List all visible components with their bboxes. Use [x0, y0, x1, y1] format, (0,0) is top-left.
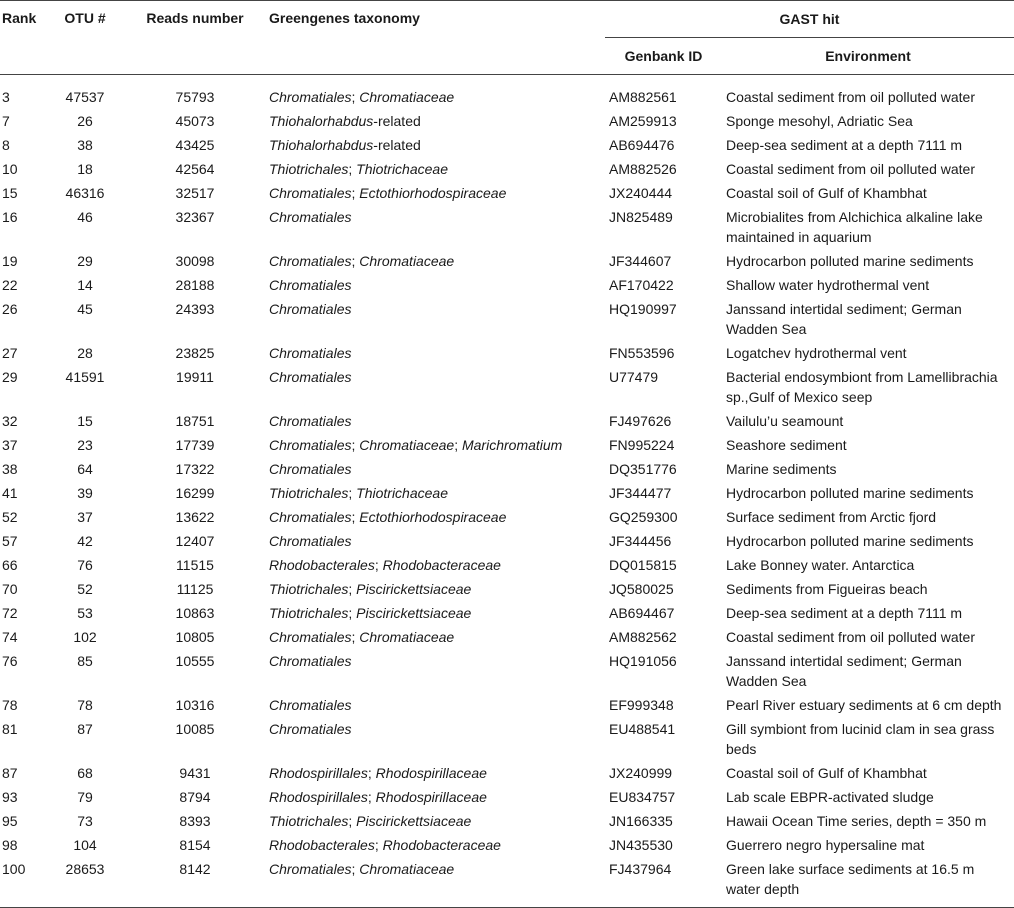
cell-genbank-id: JF344477 — [609, 485, 672, 501]
table-row — [0, 297, 1014, 341]
cell-taxonomy — [265, 181, 605, 205]
taxonomy-segment: Chromatiales — [269, 533, 352, 549]
taxonomy-segment: Chromatiales — [269, 253, 352, 269]
cell-rank: 27 — [2, 345, 18, 361]
taxonomy-segment: Chromatiaceae — [359, 437, 455, 453]
cell-genbank-id: HQ190997 — [609, 301, 677, 317]
cell-rank: 16 — [2, 209, 18, 225]
cell-environment: Shallow water hydrothermal vent — [726, 277, 930, 293]
cell-otu: 14 — [77, 277, 93, 293]
cell-otu: 76 — [77, 557, 93, 573]
taxonomy-segment: Chromatiaceae — [359, 861, 455, 877]
table-row — [0, 481, 1014, 505]
cell-rank: 81 — [2, 721, 18, 737]
cell-environment: Seashore sediment — [726, 437, 847, 453]
cell-reads: 10805 — [175, 629, 215, 645]
cell-rank: 76 — [2, 653, 18, 669]
cell-reads: 23825 — [175, 345, 215, 361]
cell-otu: 26 — [77, 113, 93, 129]
taxonomy-segment: Thiotrichales — [269, 605, 349, 621]
cell-genbank-id: JQ580025 — [609, 581, 674, 597]
cell-taxonomy — [265, 505, 605, 529]
cell-environment: Bacterial endosymbiont from Lamellibrachia sp.,Gulf of Mexico seep — [726, 369, 998, 405]
cell-taxonomy — [265, 409, 605, 433]
cell-environment: Deep-sea sediment at a depth 7111 m — [726, 137, 963, 153]
cell-rank: 41 — [2, 485, 18, 501]
table-row — [0, 717, 1014, 761]
taxonomy-segment: ; — [348, 161, 357, 177]
cell-otu: 68 — [77, 765, 93, 781]
taxonomy-segment: Rhodobacteraceae — [382, 557, 501, 573]
taxonomy-segment: Ectothiorhodospiraceae — [359, 185, 507, 201]
cell-rank: 95 — [2, 813, 18, 829]
cell-environment: Coastal soil of Gulf of Khambhat — [726, 185, 927, 201]
cell-reads: 11125 — [176, 581, 214, 597]
header-rank: Rank — [2, 10, 37, 26]
cell-taxonomy — [265, 341, 605, 365]
taxonomy-segment: Rhodobacterales — [269, 837, 375, 853]
cell-rank: 74 — [2, 629, 18, 645]
cell-environment: Guerrero negro hypersaline mat — [726, 837, 925, 853]
cell-otu: 53 — [77, 605, 93, 621]
cell-reads: 10316 — [175, 697, 215, 713]
table-row — [0, 341, 1014, 365]
cell-genbank-id: JF344607 — [609, 253, 672, 269]
cell-taxonomy — [265, 577, 605, 601]
cell-otu: 85 — [77, 653, 93, 669]
cell-genbank-id: DQ015815 — [609, 557, 677, 573]
cell-taxonomy — [265, 833, 605, 857]
table-row — [0, 809, 1014, 833]
cell-environment: Hydrocarbon polluted marine sediments — [726, 485, 974, 501]
cell-genbank-id: AM882526 — [609, 161, 677, 177]
cell-reads: 8393 — [179, 813, 211, 829]
taxonomy-segment: Rhodobacterales — [269, 557, 375, 573]
taxonomy-segment: ; — [351, 629, 360, 645]
cell-rank: 57 — [2, 533, 18, 549]
table-row — [0, 577, 1014, 601]
cell-genbank-id: EF999348 — [609, 697, 674, 713]
cell-genbank-id: AM882561 — [609, 89, 677, 105]
taxonomy-segment: Ectothiorhodospiraceae — [359, 509, 507, 525]
cell-otu: 52 — [77, 581, 93, 597]
cell-otu: 104 — [73, 837, 97, 853]
cell-reads: 28188 — [175, 277, 215, 293]
table-body — [0, 75, 1014, 902]
cell-genbank-id: JN825489 — [609, 209, 673, 225]
cell-reads: 43425 — [175, 137, 215, 153]
cell-reads: 11515 — [176, 557, 214, 573]
cell-otu: 79 — [77, 789, 93, 805]
cell-environment: Microbialites from Alchichica alkaline lake maintained in aquarium — [726, 209, 983, 245]
cell-otu: 102 — [73, 629, 97, 645]
cell-reads: 32517 — [175, 185, 215, 201]
cell-genbank-id: AF170422 — [609, 277, 674, 293]
cell-rank: 26 — [2, 301, 18, 317]
cell-reads: 42564 — [175, 161, 215, 177]
cell-genbank-id: GQ259300 — [609, 509, 678, 525]
cell-otu: 39 — [77, 485, 93, 501]
table-row — [0, 85, 1014, 109]
taxonomy-segment: Thiohalorhabdus — [269, 137, 374, 153]
cell-environment: Pearl River estuary sediments at 6 cm depth — [726, 697, 1002, 713]
taxonomy-segment: Chromatiales — [269, 345, 352, 361]
cell-environment: Logatchev hydrothermal vent — [726, 345, 907, 361]
table-row — [0, 857, 1014, 901]
taxonomy-segment: Rhodospirillaceae — [375, 765, 487, 781]
cell-genbank-id: DQ351776 — [609, 461, 677, 477]
taxonomy-segment: Rhodospirillales — [269, 765, 368, 781]
taxonomy-segment: Chromatiales — [269, 369, 352, 385]
cell-otu: 28653 — [65, 861, 105, 877]
cell-taxonomy — [265, 553, 605, 577]
taxonomy-segment: Marichromatium — [461, 437, 563, 453]
cell-taxonomy — [265, 365, 605, 409]
taxonomy-segment: Chromatiales — [269, 185, 352, 201]
taxonomy-segment: ; — [351, 509, 360, 525]
taxonomy-segment: Thiotrichales — [269, 581, 349, 597]
taxonomy-segment: Chromatiales — [269, 629, 352, 645]
cell-reads: 8154 — [179, 837, 211, 853]
table-row — [0, 457, 1014, 481]
cell-environment: Janssand intertidal sediment; German Wadden Sea — [726, 653, 962, 689]
table-row — [0, 529, 1014, 553]
taxonomy-segment: ; — [351, 89, 360, 105]
cell-taxonomy — [265, 649, 605, 693]
table-row — [0, 409, 1014, 433]
header-otu: OTU # — [64, 10, 106, 26]
cell-taxonomy — [265, 601, 605, 625]
table-row — [0, 785, 1014, 809]
header-environment: Environment — [722, 38, 1014, 75]
taxonomy-segment: Thiotrichales — [269, 161, 349, 177]
table-row — [0, 505, 1014, 529]
cell-rank: 3 — [2, 89, 10, 105]
taxonomy-segment: Chromatiales — [269, 461, 352, 477]
taxonomy-segment: Chromatiales — [269, 277, 352, 293]
taxonomy-segment: Rhodobacteraceae — [382, 837, 501, 853]
cell-reads: 8142 — [179, 861, 211, 877]
cell-taxonomy — [265, 481, 605, 505]
cell-genbank-id: JX240444 — [609, 185, 673, 201]
taxonomy-segment: Chromatiales — [269, 89, 352, 105]
taxonomy-segment: -related — [373, 113, 421, 129]
taxonomy-segment: ; — [351, 861, 360, 877]
cell-taxonomy — [265, 809, 605, 833]
cell-rank: 87 — [2, 765, 18, 781]
table-row — [0, 601, 1014, 625]
cell-taxonomy — [265, 693, 605, 717]
cell-environment: Janssand intertidal sediment; German Wadden Sea — [726, 301, 962, 337]
table-row — [0, 761, 1014, 785]
table-row — [0, 181, 1014, 205]
cell-otu: 28 — [77, 345, 93, 361]
cell-otu: 64 — [77, 461, 93, 477]
table-row — [0, 553, 1014, 577]
taxonomy-segment: Chromatiales — [269, 697, 352, 713]
cell-rank: 98 — [2, 837, 18, 853]
cell-rank: 37 — [2, 437, 18, 453]
cell-environment: Marine sediments — [726, 461, 837, 477]
cell-rank: 66 — [2, 557, 18, 573]
cell-taxonomy — [265, 457, 605, 481]
cell-taxonomy — [265, 761, 605, 785]
table-row — [0, 365, 1014, 409]
cell-genbank-id: AM882562 — [609, 629, 677, 645]
taxonomy-segment: Chromatiaceae — [359, 629, 455, 645]
cell-otu: 47537 — [65, 89, 105, 105]
taxonomy-segment: Thiohalorhabdus — [269, 113, 374, 129]
table-row — [0, 109, 1014, 133]
cell-rank: 15 — [2, 185, 18, 201]
table-row — [0, 249, 1014, 273]
taxonomy-segment: ; — [374, 557, 383, 573]
cell-reads: 12407 — [175, 533, 215, 549]
cell-rank: 100 — [2, 861, 26, 877]
taxonomy-segment: Chromatiales — [269, 861, 352, 877]
cell-rank: 22 — [2, 277, 18, 293]
taxonomy-segment: ; — [348, 605, 357, 621]
cell-reads: 9431 — [179, 765, 211, 781]
cell-environment: Coastal soil of Gulf of Khambhat — [726, 765, 927, 781]
cell-taxonomy — [265, 109, 605, 133]
cell-genbank-id: FN995224 — [609, 437, 675, 453]
table-row — [0, 433, 1014, 457]
cell-reads: 32367 — [175, 209, 215, 225]
cell-otu: 38 — [77, 137, 93, 153]
taxonomy-segment: ; — [351, 253, 360, 269]
cell-taxonomy — [265, 157, 605, 181]
cell-genbank-id: U77479 — [609, 369, 659, 385]
taxonomy-segment: ; — [374, 837, 383, 853]
cell-environment: Surface sediment from Arctic fjord — [726, 509, 937, 525]
cell-rank: 10 — [2, 161, 18, 177]
cell-rank: 78 — [2, 697, 18, 713]
cell-genbank-id: JF344456 — [609, 533, 672, 549]
table-row — [0, 157, 1014, 181]
cell-genbank-id: AB694476 — [609, 137, 675, 153]
cell-otu: 45 — [77, 301, 93, 317]
cell-taxonomy — [265, 529, 605, 553]
cell-taxonomy — [265, 273, 605, 297]
cell-otu: 15 — [77, 413, 93, 429]
cell-environment: Vailulu’u seamount — [726, 413, 844, 429]
taxonomy-segment: Chromatiales — [269, 509, 352, 525]
cell-genbank-id: AB694467 — [609, 605, 675, 621]
header-genbank-id: Genbank ID — [605, 38, 722, 75]
taxonomy-segment: ; — [351, 437, 360, 453]
taxonomy-segment: ; — [367, 765, 376, 781]
taxonomy-segment: Thiotrichaceae — [356, 485, 448, 501]
cell-environment: Sponge mesohyl, Adriatic Sea — [726, 113, 913, 129]
cell-reads: 13622 — [175, 509, 215, 525]
cell-otu: 46316 — [65, 185, 105, 201]
cell-otu: 23 — [77, 437, 93, 453]
cell-genbank-id: EU834757 — [609, 789, 676, 805]
cell-environment: Coastal sediment from oil polluted water — [726, 161, 976, 177]
header-gast-hit: GAST hit — [779, 11, 840, 27]
cell-genbank-id: FJ497626 — [609, 413, 672, 429]
cell-otu: 87 — [77, 721, 93, 737]
taxonomy-segment: Chromatiales — [269, 301, 352, 317]
cell-genbank-id: AM259913 — [609, 113, 677, 129]
cell-taxonomy — [265, 857, 605, 901]
cell-taxonomy — [265, 249, 605, 273]
cell-reads: 24393 — [175, 301, 215, 317]
cell-rank: 32 — [2, 413, 18, 429]
cell-genbank-id: FJ437964 — [609, 861, 672, 877]
cell-rank: 72 — [2, 605, 18, 621]
cell-taxonomy — [265, 433, 605, 457]
table-row — [0, 205, 1014, 249]
taxonomy-segment: ; — [348, 485, 357, 501]
cell-taxonomy — [265, 717, 605, 761]
cell-rank: 19 — [2, 253, 18, 269]
taxonomy-segment: ; — [367, 789, 376, 805]
taxonomy-segment: Thiotrichales — [269, 813, 349, 829]
cell-rank: 8 — [2, 137, 10, 153]
header-reads: Reads number — [146, 10, 244, 26]
taxonomy-segment: Thiotrichales — [269, 485, 349, 501]
cell-rank: 52 — [2, 509, 18, 525]
cell-otu: 29 — [77, 253, 93, 269]
cell-genbank-id: HQ191056 — [609, 653, 677, 669]
table-row — [0, 133, 1014, 157]
cell-reads: 8794 — [179, 789, 211, 805]
cell-rank: 93 — [2, 789, 18, 805]
taxonomy-segment: Piscirickettsiaceae — [356, 581, 472, 597]
cell-environment: Coastal sediment from oil polluted water — [726, 89, 976, 105]
taxonomy-segment: ; — [454, 437, 462, 453]
table-row — [0, 625, 1014, 649]
cell-environment: Deep-sea sediment at a depth 7111 m — [726, 605, 963, 621]
table-row — [0, 693, 1014, 717]
cell-environment: Sediments from Figueiras beach — [726, 581, 928, 597]
taxonomy-segment: -related — [373, 137, 421, 153]
cell-taxonomy — [265, 85, 605, 109]
table-row — [0, 273, 1014, 297]
taxonomy-segment: Chromatiales — [269, 437, 352, 453]
cell-genbank-id: FN553596 — [609, 345, 675, 361]
cell-otu: 41591 — [65, 369, 105, 385]
cell-genbank-id: JN435530 — [609, 837, 673, 853]
cell-environment: Lab scale EBPR-activated sludge — [726, 789, 934, 805]
taxonomy-segment: Chromatiales — [269, 721, 352, 737]
taxonomy-segment: Chromatiales — [269, 209, 352, 225]
cell-environment: Lake Bonney water. Antarctica — [726, 557, 915, 573]
cell-taxonomy — [265, 785, 605, 809]
cell-environment: Hawaii Ocean Time series, depth = 350 m — [726, 813, 987, 829]
taxonomy-segment: Piscirickettsiaceae — [356, 813, 472, 829]
cell-genbank-id: EU488541 — [609, 721, 676, 737]
cell-reads: 16299 — [175, 485, 215, 501]
cell-otu: 73 — [77, 813, 93, 829]
taxonomy-segment: ; — [351, 185, 360, 201]
taxonomy-segment: Chromatiales — [269, 413, 352, 429]
cell-rank: 7 — [2, 113, 10, 129]
taxonomy-segment: Thiotrichaceae — [356, 161, 448, 177]
cell-otu: 18 — [77, 161, 93, 177]
cell-environment: Hydrocarbon polluted marine sediments — [726, 253, 974, 269]
cell-otu: 42 — [77, 533, 93, 549]
taxonomy-segment: ; — [348, 813, 357, 829]
taxonomy-segment: Rhodospirillaceae — [375, 789, 487, 805]
taxonomy-segment: Chromatiaceae — [359, 253, 455, 269]
cell-rank: 38 — [2, 461, 18, 477]
cell-otu: 37 — [77, 509, 93, 525]
cell-rank: 29 — [2, 369, 18, 385]
cell-reads: 18751 — [175, 413, 215, 429]
cell-reads: 10863 — [175, 605, 215, 621]
header-taxonomy: Greengenes taxonomy — [269, 10, 420, 26]
taxonomy-segment: Chromatiaceae — [359, 89, 455, 105]
cell-taxonomy — [265, 625, 605, 649]
cell-reads: 19911 — [176, 369, 214, 385]
cell-rank: 70 — [2, 581, 18, 597]
cell-environment: Green lake surface sediments at 16.5 m water depth — [726, 861, 975, 897]
cell-reads: 10085 — [175, 721, 215, 737]
cell-reads: 75793 — [175, 89, 215, 105]
taxonomy-segment: Piscirickettsiaceae — [356, 605, 472, 621]
cell-reads: 30098 — [175, 253, 215, 269]
cell-environment: Coastal sediment from oil polluted water — [726, 629, 976, 645]
cell-environment: Hydrocarbon polluted marine sediments — [726, 533, 974, 549]
taxonomy-segment: Rhodospirillales — [269, 789, 368, 805]
cell-taxonomy — [265, 297, 605, 341]
table-row — [0, 649, 1014, 693]
taxonomy-segment: Chromatiales — [269, 653, 352, 669]
cell-taxonomy — [265, 205, 605, 249]
cell-otu: 46 — [77, 209, 93, 225]
cell-reads: 17322 — [175, 461, 215, 477]
cell-environment: Gill symbiont from lucinid clam in sea grass beds — [726, 721, 995, 757]
cell-reads: 45073 — [175, 113, 215, 129]
cell-reads: 10555 — [175, 653, 215, 669]
cell-otu: 78 — [77, 697, 93, 713]
cell-taxonomy — [265, 133, 605, 157]
cell-genbank-id: JX240999 — [609, 765, 673, 781]
taxonomy-segment: ; — [348, 581, 357, 597]
cell-reads: 17739 — [175, 437, 215, 453]
table-row — [0, 833, 1014, 857]
cell-genbank-id: JN166335 — [609, 813, 673, 829]
